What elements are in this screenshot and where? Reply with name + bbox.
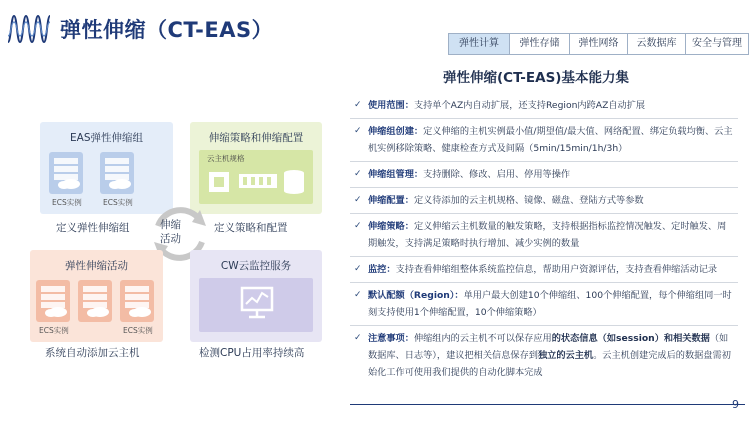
tab-elastic-network[interactable]: 弹性网络: [570, 34, 628, 54]
item-key: 使用范围：: [368, 100, 414, 111]
item-text: 定义待添加的云主机规格、镜像、磁盘、登陆方式等参数: [413, 195, 644, 206]
monitor-panel: [199, 278, 313, 332]
check-icon: ✓: [354, 169, 362, 179]
list-item: [350, 119, 738, 162]
policy-title: 伸缩策略和伸缩配置: [208, 132, 304, 144]
item-text-bold: 的状态信息（如session）和相关数据: [551, 333, 710, 344]
activity-caption: 系统自动添加云主机: [45, 347, 140, 359]
server-cloud-icon: [49, 152, 83, 194]
monitor-chart-icon: [199, 278, 313, 332]
item-key: 伸缩组创建：: [368, 126, 424, 137]
item-key: 伸缩配置：: [368, 195, 414, 206]
ecs-instance-label: ECS实例: [52, 198, 82, 207]
ecs-instance-card: [36, 280, 70, 322]
list-item: [350, 93, 738, 119]
tab-cloud-database[interactable]: 云数据库: [628, 34, 686, 54]
ecs-instance-card: [120, 280, 154, 322]
activity-box: [30, 250, 163, 342]
server-cloud-icon: [120, 280, 154, 322]
cpu-memory-disk-icon: [199, 164, 313, 204]
check-icon: ✓: [354, 221, 362, 231]
eas-group-box: [40, 122, 173, 214]
item-text: 定义伸缩云主机数量的触发策略，支持根据指标监控情况触发、定时触发、周期触发，支持满足策略时执行增加、减少实例的数量: [368, 221, 727, 249]
item-key: 伸缩策略：: [368, 221, 414, 232]
ecs-instance-card: [49, 152, 83, 194]
item-text: 支持删除、修改、启用、停用等操作: [423, 169, 571, 180]
ecs-instance-card: [100, 152, 134, 194]
page-number: 9: [732, 398, 739, 411]
eas-group-caption: 定义弹性伸缩组: [56, 222, 130, 234]
activity-title: 弹性伸缩活动: [65, 260, 128, 272]
ecs-instance-label: ECS实例: [123, 326, 153, 335]
capabilities-title: 弹性伸缩(CT-EAS)基本能力集: [443, 70, 629, 86]
list-item: [350, 257, 738, 283]
item-key: 注意事项：: [368, 333, 414, 344]
monitor-caption: 检测CPU占用率持续高: [199, 347, 305, 359]
spec-label: 云主机规格: [207, 154, 245, 163]
cycle-label-line2: 活动: [160, 233, 181, 245]
item-key: 默认配额（Region）：: [368, 290, 464, 301]
tab-elastic-storage[interactable]: 弹性存储: [510, 34, 570, 54]
check-icon: ✓: [354, 333, 362, 343]
policy-caption: 定义策略和配置: [214, 222, 288, 234]
item-text-bold: 独立的云主机: [537, 350, 594, 361]
tab-bar: [448, 33, 749, 55]
item-text: 支持查看伸缩组整体系统监控信息，帮助用户资源评估，支持查看伸缩活动记录: [395, 264, 718, 275]
check-icon: ✓: [354, 100, 362, 110]
item-text: 支持单个AZ内自动扩展，还支持Region内跨AZ自动扩展: [413, 100, 646, 111]
server-cloud-icon: [78, 280, 112, 322]
monitor-box: [190, 250, 322, 342]
spec-panel: [199, 150, 313, 204]
page-title: 弹性伸缩（CT-EAS）: [60, 18, 274, 42]
item-text: 定义伸缩的主机实例最小值/期望值/最大值、网络配置、绑定负载均衡、云主机实例移除策略、健康检查方式及间隔（5min/15min/1h/3h）: [368, 126, 733, 154]
monitor-title: CW云监控服务: [220, 260, 292, 272]
item-text: 伸缩组内的云主机不可以保存应用: [413, 333, 552, 344]
ecs-instance-label: ECS实例: [103, 198, 133, 207]
ecs-instance-card: [78, 280, 112, 322]
item-key: 监控：: [368, 264, 396, 275]
list-item: [350, 162, 738, 188]
cycle-label-line1: 伸缩: [160, 219, 181, 231]
wave-logo-icon: [6, 12, 52, 46]
list-item: [350, 188, 738, 214]
item-text: 。云主机创建完成后的数据盘需初始化工作可使用我们提供的自动化脚本完成: [368, 350, 731, 378]
policy-box: [190, 122, 322, 214]
footer-divider: [350, 404, 745, 405]
cycle-label: [160, 218, 181, 246]
item-text: 单用户最大创建10个伸缩组、100个伸缩配置，每个伸缩组同一时刻支持使用1个伸缩配置，10个伸缩策略）: [368, 290, 732, 318]
check-icon: ✓: [354, 290, 362, 300]
item-key: 伸缩组管理：: [368, 169, 424, 180]
tab-elastic-compute[interactable]: 弹性计算: [449, 34, 510, 54]
server-cloud-icon: [36, 280, 70, 322]
capabilities-list: [350, 93, 738, 385]
check-icon: ✓: [354, 195, 362, 205]
server-cloud-icon: [100, 152, 134, 194]
list-item: [350, 214, 738, 257]
list-item: [350, 326, 738, 385]
ecs-instance-label: ECS实例: [39, 326, 69, 335]
check-icon: ✓: [354, 126, 362, 136]
check-icon: ✓: [354, 264, 362, 274]
item-text: （如数据库、日志等），建议把相关信息保存到: [368, 333, 729, 361]
eas-group-title: EAS弹性伸缩组: [70, 132, 143, 144]
tab-security-management[interactable]: 安全与管理: [686, 34, 748, 54]
list-item: [350, 283, 738, 326]
